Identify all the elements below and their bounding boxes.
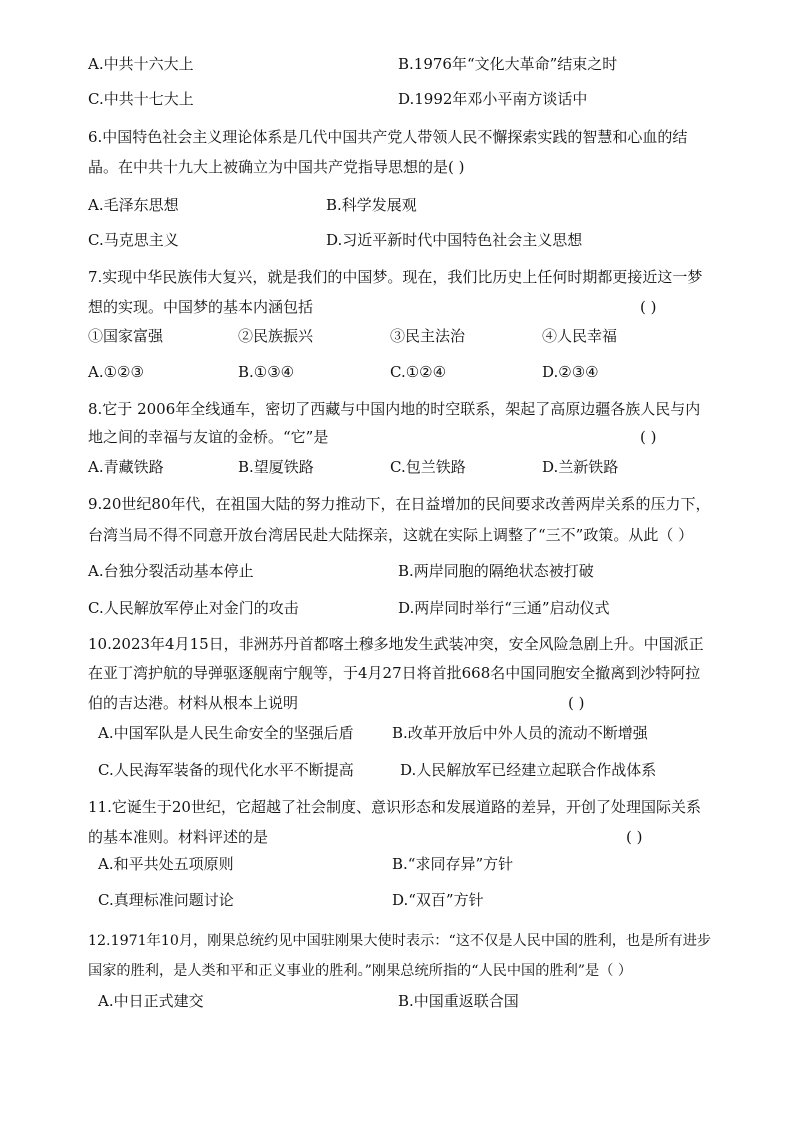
q8-option-d: D.兰新铁路 bbox=[542, 458, 619, 476]
q7-item-2: ②民族振兴 bbox=[238, 327, 314, 345]
q7-item-4: ④人民幸福 bbox=[542, 327, 618, 345]
q10-answer-paren: ( ) bbox=[568, 694, 585, 712]
q5-option-c: C.中共十七大上 bbox=[88, 90, 194, 108]
q11-option-c: C.真理标准问题讨论 bbox=[98, 891, 234, 909]
q6-option-b: B.科学发展观 bbox=[326, 196, 417, 214]
q8-answer-paren: ( ) bbox=[640, 428, 657, 446]
q10-stem-line1: 10.2023年4月15日，非洲苏丹首都喀土穆多地发生武装冲突，安全风险急剧上升。中国派正 bbox=[88, 635, 704, 653]
q10-stem-line2: 在亚丁湾护航的导弹驱逐舰南宁舰等，于4月27日将首批668名中国同胞安全撤离到沙特阿拉 bbox=[88, 664, 701, 682]
q9-stem-line2: 台湾当局不得不同意开放台湾居民赴大陆探亲，这就在实际上调整了“三不”政策。从此（ ） bbox=[88, 526, 694, 544]
q6-option-c: C.马克思主义 bbox=[88, 231, 179, 249]
q9-option-a: A.台独分裂活动基本停止 bbox=[88, 562, 254, 580]
q8-option-a: A.青藏铁路 bbox=[88, 458, 164, 476]
q5-option-d: D.1992年邓小平南方谈话中 bbox=[398, 90, 588, 108]
q11-stem-line2: 的基本准则。材料评述的是 bbox=[88, 828, 269, 846]
q8-stem-line1: 8.它于 2006年全线通车，密切了西藏与中国内地的时空联系，架起了高原边疆各族人民与内 bbox=[88, 400, 701, 418]
q6-stem-line1: 6.中国特色社会主义理论体系是几代中国共产党人带领人民不懈探索实践的智慧和心血的结 bbox=[88, 128, 688, 146]
q12-stem-line2: 国家的胜利，是人类和平和正义事业的胜利。”刚果总统所指的“人民中国的胜利”是（ ） bbox=[88, 963, 633, 979]
q8-option-c: C.包兰铁路 bbox=[390, 458, 466, 476]
q9-option-c: C.人民解放军停止对金门的攻击 bbox=[88, 599, 299, 617]
q11-option-a: A.和平共处五项原则 bbox=[98, 855, 234, 873]
q8-option-b: B.望厦铁路 bbox=[238, 458, 314, 476]
q6-stem-line2: 晶。在中共十九大上被确立为中国共产党指导思想的是( ) bbox=[88, 158, 465, 176]
q10-option-d: D.人民解放军已经建立起联合作战体系 bbox=[400, 761, 657, 779]
q7-option-d: D.②③④ bbox=[542, 363, 599, 381]
q12-option-b: B.中国重返联合国 bbox=[398, 992, 519, 1010]
q11-answer-paren: ( ) bbox=[626, 828, 643, 846]
q11-option-b: B.“求同存异”方针 bbox=[392, 855, 514, 873]
q7-option-c: C.①②④ bbox=[390, 363, 447, 381]
q10-option-c: C.人民海军装备的现代化水平不断提高 bbox=[98, 761, 354, 779]
q7-option-b: B.①③④ bbox=[238, 363, 295, 381]
q11-stem-line1: 11.它诞生于20世纪，它超越了社会制度、意识形态和发展道路的差异，开创了处理国际关系 bbox=[88, 798, 701, 816]
q10-option-a: A.中国军队是人民生命安全的坚强后盾 bbox=[98, 724, 354, 742]
q7-stem-line2: 想的实现。中国梦的基本内涵包括 bbox=[88, 298, 314, 316]
q8-stem-line2: 地之间的幸福与友谊的金桥。“它”是 bbox=[88, 428, 329, 446]
q7-answer-paren: ( ) bbox=[640, 298, 657, 316]
q12-stem-line1: 12.1971年10月，刚果总统约见中国驻刚果大使时表示：“这不仅是人民中国的胜利，也是所有进步 bbox=[88, 933, 712, 949]
q7-item-1: ①国家富强 bbox=[88, 327, 164, 345]
q10-option-b: B.改革开放后中外人员的流动不断增强 bbox=[392, 724, 648, 742]
q9-option-b: B.两岸同胞的隔绝状态被打破 bbox=[398, 562, 594, 580]
q5-option-a: A.中共十六大上 bbox=[88, 55, 194, 73]
q7-option-a: A.①②③ bbox=[88, 363, 144, 381]
q10-stem-line3: 伯的吉达港。材料从根本上说明 bbox=[88, 694, 299, 712]
q11-option-d: D.“双百”方针 bbox=[392, 891, 484, 909]
q9-stem-line1: 9.20世纪80年代，在祖国大陆的努力推动下，在日益增加的民间要求改善两岸关系的压力下， bbox=[88, 495, 711, 513]
q12-option-a: A.中日正式建交 bbox=[98, 992, 204, 1010]
q6-option-a: A.毛泽东思想 bbox=[88, 196, 179, 214]
q6-option-d: D.习近平新时代中国特色社会主义思想 bbox=[326, 231, 583, 249]
q5-option-b: B.1976年“文化大革命”结束之时 bbox=[398, 55, 618, 73]
q9-option-d: D.两岸同时举行“三通”启动仪式 bbox=[398, 599, 610, 617]
q7-stem-line1: 7.实现中华民族伟大复兴，就是我们的中国梦。现在，我们比历史上任何时期都更接近这一梦 bbox=[88, 268, 703, 286]
q7-item-3: ③民主法治 bbox=[390, 327, 466, 345]
